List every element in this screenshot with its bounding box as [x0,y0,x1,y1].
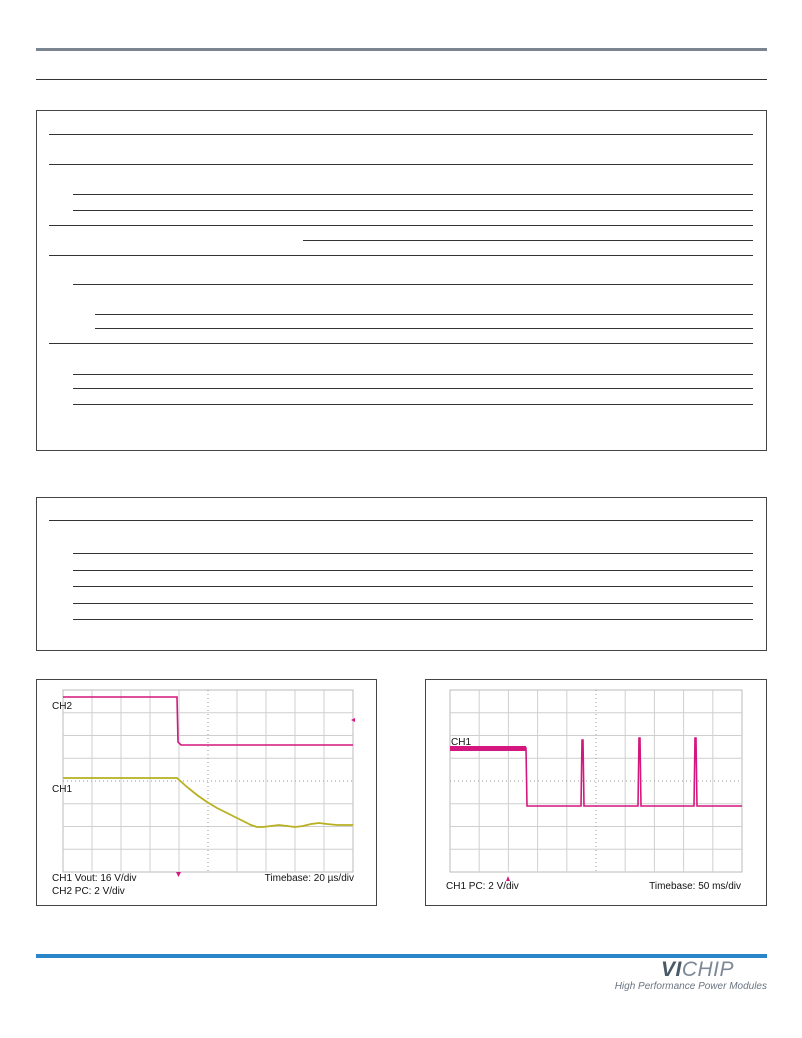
table-row-rule [73,284,753,285]
caption-line-1: CH1 PC: 2 V/div [446,881,519,892]
scope-screen-right [426,680,768,907]
table-row-rule [49,134,753,135]
ch1-label: CH1 [451,737,472,748]
table-row-rule [49,520,753,521]
footer-tagline: High Performance Power Modules [614,981,767,992]
header-top-rule [36,48,767,51]
caption-line-1: CH1 Vout: 16 V/div [52,873,137,884]
table-row-rule [73,603,753,604]
caption-line-2: CH2 PC: 2 V/div [52,886,125,897]
scope-figure-left [36,679,377,906]
header-bottom-rule [36,79,767,80]
table-row-rule [49,225,753,226]
table-row-rule [73,210,753,211]
logo-suffix: CHIP [681,958,734,981]
spec-table-2 [36,497,767,651]
logo-prefix: VI [660,958,682,981]
footer-accent-bar [36,954,767,958]
table-row-rule [49,255,753,256]
table-row-rule [73,374,753,375]
timebase-label: Timebase: 50 ms/div [649,881,741,892]
table-row-rule [95,314,753,315]
table-row-rule [73,570,753,571]
table-row-rule [73,388,753,389]
scope-figure-right [425,679,767,906]
vichip-logo [661,958,734,982]
ch2-trace [63,697,353,745]
table-row-rule [73,404,753,405]
spec-table-1 [36,110,767,451]
ch2-label: CH2 [52,701,73,712]
table-row-rule [49,343,753,344]
ch1-trace [63,778,353,827]
timebase-label: Timebase: 20 µs/div [264,873,354,884]
ch1-label: CH1 [52,784,73,795]
table-row-rule [49,164,753,165]
table-row-rule [73,586,753,587]
ch1-trace [450,738,742,806]
table-row-rule [303,240,753,241]
trigger-marker-icon [176,872,181,877]
table-row-rule [73,619,753,620]
table-row-rule [73,194,753,195]
table-row-rule [73,553,753,554]
table-row-rule [95,328,753,329]
